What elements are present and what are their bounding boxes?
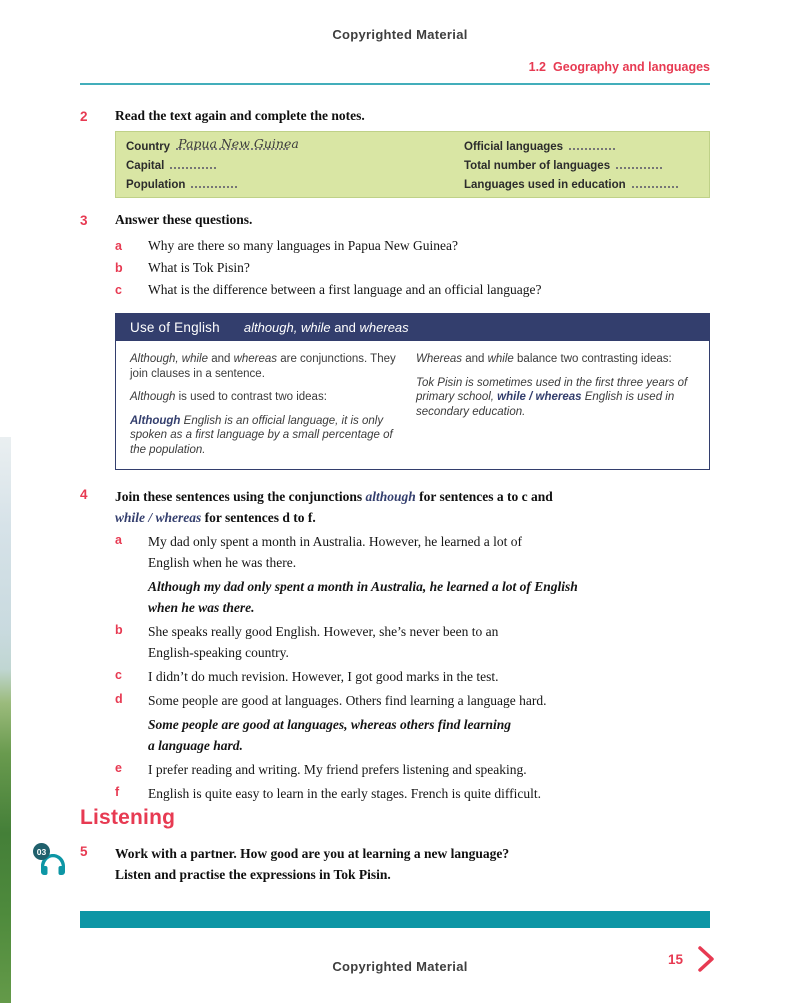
note-blank [176,136,299,151]
footer-accent-bar [80,911,710,928]
copyright-notice-bottom: Copyrighted Material [332,959,468,974]
use-of-english-right-column [416,352,695,457]
exercise-5-number: 5 [80,844,88,859]
grammar-term: Whereas [416,353,463,365]
audio-track-icon [33,841,75,883]
question-item [115,238,710,254]
instruction-line: Work with a partner. How good are you at learning a new language? [115,846,510,861]
sentence-item-b [115,621,710,663]
exercise-3-questions [115,238,710,304]
sentence-item-c [115,666,710,687]
note-label: Official languages [464,141,564,153]
instruction-line: Join these sentences using the conjunctions although for sentences a to c and [115,489,553,504]
note-label: Country [126,141,171,153]
listening-heading: Listening [80,806,176,829]
grammar-rule-paragraph: Although, while and whereas are conjunctions. They join clauses in a sentence. [130,353,396,380]
question-text: What is Tok Pisin? [148,260,250,275]
grammar-term: Although, while [130,353,208,365]
question-letter: a [115,239,122,253]
background-photo-strip [0,437,11,1003]
sentence-text: She speaks really good English. However, she’s never been to an [148,624,499,639]
note-blank [632,177,678,188]
exercise-3-header [80,212,710,228]
exercise-5-instruction [115,843,509,885]
sentence-item-a [115,531,710,618]
header-divider [80,83,710,85]
model-answer: Although my dad only spent a month in Australia, he learned a lot of English [148,579,578,594]
exercise-2-header [80,108,710,124]
sentence-text: I didn’t do much revision. However, I got good marks in the test. [148,669,499,684]
note-blank [616,158,662,169]
notes-left-column [126,136,464,193]
instruction-line: Listen and practise the expressions in Tok Pisin. [115,867,391,882]
question-letter: b [115,261,123,275]
use-of-english-topic [244,320,409,335]
notes-right-column [464,139,678,193]
note-field-population [126,177,464,196]
item-letter: e [115,761,122,775]
exercise-4-items [115,531,710,807]
exercise-5-header [80,843,710,885]
sentence-text: I prefer reading and writing. My friend prefers listening and speaking. [148,762,527,777]
model-answer: Some people are good at languages, whereas others find learning [148,717,512,732]
exercise-2-instruction: Read the text again and complete the notes. [115,108,365,123]
conjunction-while-whereas: while / whereas [115,510,202,525]
model-answer: when he was there. [148,600,255,615]
sentence-item-d [115,690,710,756]
grammar-term: while [487,353,514,365]
sentence-text: My dad only spent a month in Australia. However, he learned a lot of [148,534,522,549]
conjunction-although: although [365,489,416,504]
sentence-text: English-speaking country. [148,645,289,660]
audio-track-number: 03 [33,843,50,860]
page-number: 15 [668,952,684,967]
question-item [115,282,710,298]
item-letter: d [115,692,123,706]
note-label: Total number of languages [464,160,611,172]
item-letter: a [115,533,122,547]
use-of-english-box [115,313,710,470]
highlighted-conjunction: while / whereas [497,391,582,403]
section-title: Geography and languages [553,60,710,74]
note-field-total-languages [464,158,678,177]
sentence-text: Some people are good at languages. Others find learning a language hard. [148,693,547,708]
exercise-3-instruction: Answer these questions. [115,212,253,227]
question-text: Why are there so many languages in Papua New Guinea? [148,238,459,253]
note-field-country [126,136,464,158]
topic-word: although, while [243,320,331,335]
topic-word: whereas [359,320,409,335]
question-letter: c [115,283,122,297]
note-field-official-languages [464,139,678,158]
topic-and: and [330,320,360,335]
grammar-term: Although [130,391,176,403]
note-label: Population [126,179,186,191]
note-blank [170,158,216,169]
note-field-education-languages [464,177,678,196]
use-of-english-header [116,314,709,341]
next-page-chevron-icon[interactable] [694,944,718,974]
highlighted-conjunction: Although [130,414,181,427]
note-label: Capital [126,160,165,172]
copyright-notice-top: Copyrighted Material [332,27,468,42]
grammar-example: Tok Pisin is sometimes used in the first three years of primary school, while / whereas English is used in secondary education. [416,376,688,418]
item-letter: b [115,623,123,637]
note-field-capital [126,158,464,177]
grammar-term: whereas [233,353,278,365]
sentence-text: English is quite easy to learn in the early stages. French is quite difficult. [148,786,542,801]
use-of-english-title: Use of English [130,320,220,335]
model-answer: a language hard. [148,738,243,753]
item-letter: c [115,668,122,682]
question-item [115,260,710,276]
grammar-rule-paragraph: Although is used to contrast two ideas: [130,391,327,403]
item-letter: f [115,785,120,799]
sentence-item-e [115,759,710,780]
sentence-text: English when he was there. [148,555,297,570]
sentence-item-f [115,783,710,804]
section-header [80,60,710,74]
use-of-english-body [116,341,709,469]
section-number: 1.2 [528,60,547,74]
note-blank [569,139,615,150]
notes-box [115,131,710,198]
exercise-4-instruction [115,486,553,528]
exercise-4-number: 4 [80,487,88,502]
question-text: What is the difference between a first language and an official language? [148,282,542,297]
exercise-3-number: 3 [80,213,88,228]
written-answer: Papua New Guinea [178,136,299,151]
instruction-line: while / whereas for sentences d to f. [115,510,316,525]
note-label: Languages used in education [464,179,626,191]
note-blank [191,177,237,188]
exercise-2-number: 2 [80,109,88,124]
exercise-4-header [80,486,710,528]
grammar-rule-paragraph: Whereas and while balance two contrasting ideas: [416,353,672,365]
grammar-example: Although English is an official language, it is only spoken as a first language by a small percentage of the population. [130,414,393,456]
use-of-english-left-column [130,352,396,457]
